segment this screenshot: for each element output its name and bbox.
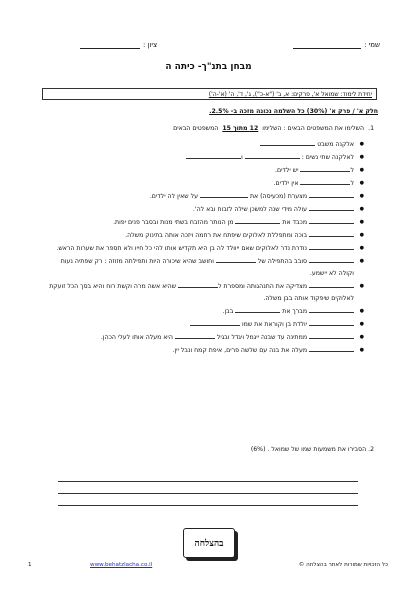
answer-blank[interactable] — [309, 190, 354, 198]
name-label: שמי : — [364, 41, 380, 49]
list-item: ● יולדת בן וקוראת את שמו — [44, 318, 364, 331]
answer-blank[interactable] — [200, 190, 248, 198]
answer-blank[interactable] — [186, 151, 241, 159]
section-heading: חלק א' / פרק א' (30%) כל השלמה נכונה מזכה ב- 2.5%. — [209, 108, 378, 115]
question-1-title — [44, 126, 374, 138]
answer-blank[interactable] — [309, 280, 354, 288]
grade-label: ציון : — [143, 41, 158, 49]
answer-blank[interactable] — [309, 318, 354, 326]
answer-line[interactable] — [58, 482, 358, 494]
answer-blank[interactable] — [216, 255, 256, 263]
answer-blank[interactable] — [178, 280, 218, 288]
answer-blank[interactable] — [309, 242, 354, 250]
answer-blank[interactable] — [309, 229, 354, 237]
behatzlacha-logo — [183, 528, 235, 558]
answer-blank[interactable] — [309, 344, 354, 352]
answer-line[interactable] — [58, 494, 358, 506]
name-field — [293, 40, 380, 49]
answer-blank[interactable] — [260, 138, 315, 146]
header-row — [40, 40, 380, 54]
list-item: ● עולה מידי שנה למשכן שילה לזבוח ובא לה'. — [44, 203, 364, 216]
list-item: ● מברך את בבן. — [44, 305, 364, 318]
grade-field — [80, 40, 157, 49]
question-emphasis: 12 מתוך 15 — [222, 125, 259, 132]
site-link[interactable]: www.behatzlacha.co.il — [90, 562, 153, 568]
answer-blank[interactable] — [309, 255, 354, 263]
answer-lines — [58, 470, 358, 506]
list-item: ● מצערת (מכעיסה) את על שאין לה ילדים. — [44, 190, 364, 203]
list-item: ● מעלה את בנה עם שלשה פרים, איפת קמח ונבל יין. — [44, 344, 364, 357]
list-item: ● סובב בהתפילה של וחושב שהיא שיכורה היות ותפילתה מזוזה : רק שפתיה נעות וקולה לא יישמע. — [44, 255, 364, 280]
question-2-text: הסבירו את משמעות שמו של שמואל . (6%) — [250, 446, 367, 453]
question-1 — [44, 126, 374, 357]
logo-text: בהצלחה — [194, 538, 224, 549]
question-number: 2. — [368, 446, 374, 453]
topic-box: יחידת לימוד: שמואל א', פרקים: א, ב' ("א-כ"), ג', ד', ה' (א'-ה') — [42, 88, 377, 100]
name-blank[interactable] — [293, 40, 361, 49]
answer-blank[interactable] — [245, 151, 300, 159]
list-item: ● ממתינה עד שבנה ייגמל ויגדל ובגיל היא מעלה אותו לעלי הכהן. — [44, 331, 364, 344]
answer-blank[interactable] — [235, 305, 280, 313]
list-item: ● נודרת נדר לאלוקים שאם ייוולד לה בן היא תקדיש אותו להי כל חייו ולא תספר את שערות הראש. — [44, 242, 364, 255]
question-instruction: השלימו את המשפטים הבאים : השלימו — [262, 125, 365, 132]
list-item: ● לאלקנה שתי נשים : ו — [44, 151, 364, 164]
list-item: ● בוכה ומתפללת לאלוקים שיפתח את רחמה ויזכה אותה בתינוק משלה. — [44, 229, 364, 242]
answer-blank[interactable] — [309, 216, 354, 224]
grade-blank[interactable] — [80, 40, 140, 49]
question-instruction-end: המשפטים הבאים — [173, 125, 219, 132]
answer-blank[interactable] — [190, 318, 240, 326]
answer-blank[interactable] — [300, 164, 350, 172]
answer-blank[interactable] — [309, 305, 354, 313]
list-item: ● מצדיקה את התנהגותה ומספרת ל שהיא אשה מרה וקשת רוח והיא בסך הכל זועקת לאלוקים שיפקוד אותה בבן משלה. — [44, 280, 364, 305]
question-2 — [44, 446, 374, 453]
list-item: ● אלקנה משבט — [44, 138, 364, 151]
list-item: ● ל אין ילדים. — [44, 177, 364, 190]
answer-blank[interactable] — [309, 331, 354, 339]
answer-blank[interactable] — [309, 203, 354, 211]
footer — [28, 562, 388, 572]
answer-blank[interactable] — [175, 331, 215, 339]
answer-blank[interactable] — [300, 177, 350, 185]
question-number: 1. — [368, 125, 374, 132]
exam-title: מבחן בתנ"ך- כיתה ה — [165, 62, 252, 72]
list-item: ● ל יש ילדים. — [44, 164, 364, 177]
copyright-text: כל הזכויות שמורות לאתר בהצלחה © — [298, 562, 388, 568]
answer-line[interactable] — [58, 470, 358, 482]
fill-in-list — [44, 138, 364, 357]
list-item: ● מכבד את מן הנותר מהזבח בשתי מנות ובסבר פנים יפות. — [44, 216, 364, 229]
page-number: 1 — [28, 562, 32, 568]
answer-blank[interactable] — [235, 216, 280, 224]
